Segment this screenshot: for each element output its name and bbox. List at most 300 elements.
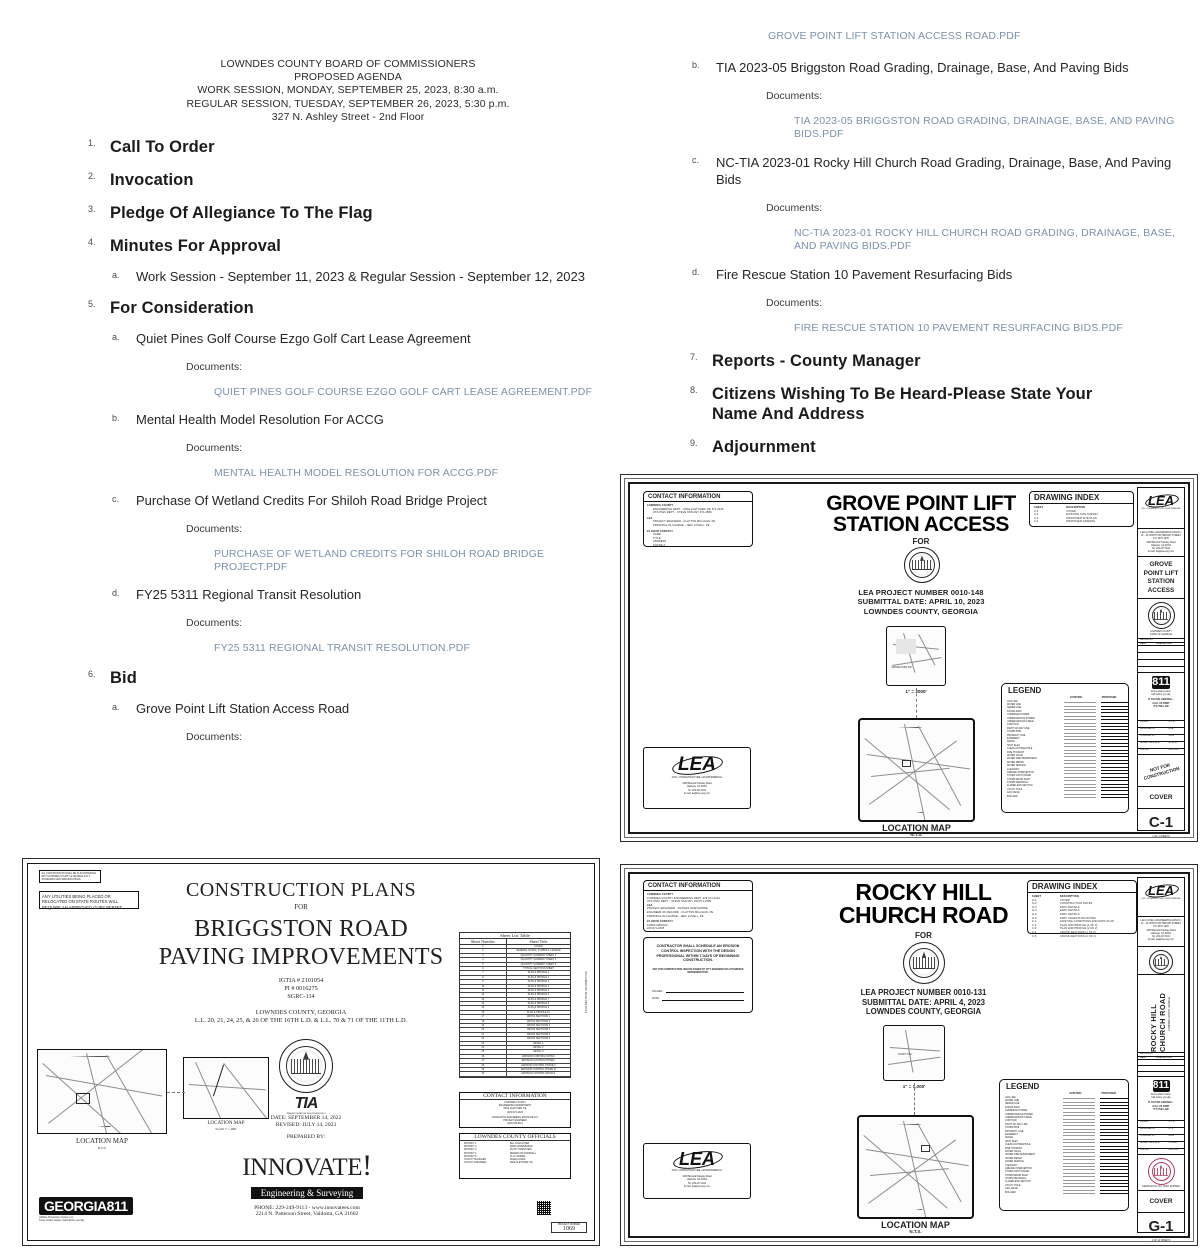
call811-line: Call before you dig. [1151,1097,1171,1100]
legend-row-label: OVERHEAD POWER [1005,1110,1028,1113]
legend-row-label: WATER FIRE DEPARTMENT [1007,758,1038,761]
legend-row-label: EASEMENT [1005,1133,1018,1136]
index-sheet: C-5 [1032,934,1037,938]
agenda-item-list-continued [690,59,1190,457]
meta-label: SUBMITTAL DATE: [1140,742,1160,744]
legend-col-proposed: PROPOSED [1101,1092,1117,1095]
legend-row-label: WATER METER [1007,761,1024,764]
agenda-item [88,668,608,743]
legend-col-proposed: PROPOSED [1101,696,1117,699]
document-link[interactable]: FIRE RESCUE STATION 10 PAVEMENT RESURFACING BIDS.PDF [794,322,1123,334]
legend-symbol-existing [1063,1190,1096,1191]
lea-address-line: Tel: 229.247.3021 [1151,548,1171,551]
lea-logo-box [643,747,751,809]
lea-address-line: Tel: 229.247.3021 [687,789,707,792]
sheet-title-cell: QUANTITY SUMMARY SHEET 3 [520,962,557,966]
official-role: DISTRICT 2 [464,1146,477,1149]
agenda-subitem [110,411,608,480]
sheet-title-line1: ROCKY HILL [855,879,992,905]
sheet-number-cell: 28 [460,1064,507,1067]
legend-symbol-proposed [1101,743,1128,744]
official-name: MIKE FLETCHER, PE [509,1162,533,1165]
revisions-label: REVISIONS [1140,639,1153,641]
legend-row-label: FORCE MAIN [1007,710,1022,713]
sheet-title-line2: STATION ACCESS [832,513,1010,536]
legend-symbol-proposed [1100,1108,1128,1109]
map-connector [914,1083,915,1115]
agenda-subitem-title: Fire Rescue Station 10 Pavement Resurfacing Bids [716,267,1013,282]
lea-address-line: 1608 Barrack Parkway Road [1146,541,1176,544]
sheet-list-row [460,1072,570,1076]
sheet-number-cell: 8 [460,976,507,979]
submittal-date: SUBMITTAL DATE: APRIL 10, 2023 [857,597,985,607]
legend-row-label: SEWER LINE [1005,1103,1020,1106]
legend-symbol-existing [1064,777,1096,778]
legend-symbol-proposed [1100,1139,1128,1140]
county-seal [903,942,945,984]
legend-row-label: WATER FIRE DEPARTMENT [1005,1154,1036,1157]
document-link[interactable]: FY25 5311 REGIONAL TRANSIT RESOLUTION.PDF [214,642,471,655]
document-link[interactable]: NC-TIA 2023-01 ROCKY HILL CHURCH ROAD GRADING, DRAINAGE, BASE, AND PAVING BIDS.PDF [794,227,1175,252]
agenda-subitem [110,268,608,285]
sheet-title-cell: PLAN & PROFILE 6 [527,993,550,997]
agenda-item [690,437,1190,457]
sheet-number-cell: 24 [460,1046,507,1049]
call811-line: IT'S THE LAW [1153,1108,1169,1111]
lea-logo [1143,883,1179,898]
contact-line: ENGINEERING DEPT. - MIKE FLETCHER, PE 671-2425 [653,507,724,511]
project-id: PI # 0016275 [284,985,318,992]
official-name: DEMARCUS MARSHALL [509,1152,537,1155]
drawing-index-title: DRAWING INDEX [1030,492,1133,504]
legend-row-label: FIRE HYDRANT [1007,751,1025,754]
legend-symbol-proposed [1101,790,1128,791]
contact-line: LOWNDES COUNTY [647,893,674,896]
legend-symbol-proposed [1100,1125,1128,1126]
legend-row-label: UTILITY POLE [1007,788,1023,791]
index-desc: ESPC VEGETATION NOTES [1060,916,1096,920]
legend-symbol-proposed [1100,1142,1128,1143]
contact-line: UTILITIES DEPT. - STEVE STALVEY 671-2589 [653,511,712,515]
legend-symbol-existing [1063,1122,1096,1123]
project-title-line2: PAVING IMPROVEMENTS [158,944,444,970]
legend-row-label: STORM CATCH BASIN [1005,1171,1030,1174]
legend-symbol-proposed [1101,750,1128,751]
county-seal [1148,602,1175,629]
agenda-subitem-title: Grove Point Lift Station Access Road [136,701,350,717]
sheet-number: G-1 [1148,1217,1174,1235]
legend-row-label: EASEMENT [1007,737,1020,740]
agenda-item [690,351,1190,371]
sheet-number-cell: 25 [460,1050,507,1053]
project-name-line: GROVE [1149,561,1173,568]
agenda-item-title: Minutes For Approval [110,237,281,256]
sheet-title-cell: PLAN & PROFILE 3 [527,980,550,984]
project-number-box [551,1222,587,1233]
contact-line: PRINCIPAL-IN-CHARGE - JEFF LOVELL, PE [653,523,710,527]
official-role: DISTRICT 4 [464,1152,477,1155]
legend-symbol-existing [1064,729,1096,730]
legend-symbol-existing [1064,756,1096,757]
index-desc: EXISTING CONDITIONS AND ESPC PLAN [1060,920,1114,924]
sheet-number-cell: 19 [460,1024,507,1027]
lea-address-line: E-mail: lea@lea-eng.com [1148,939,1174,942]
legend-symbol-proposed [1101,784,1128,785]
lea-address-line: E-mail: lea@lea-eng.com [684,1185,710,1188]
innovate-subtitle: Engineering & Surveying [251,1187,363,1199]
sheet-title-cell: DETAIL 3 [533,1050,544,1054]
legend-row-label: STORM PIPE [1005,1127,1020,1130]
legend-symbol-existing [1064,702,1096,703]
sheet-title-cell: EROSION CONTROL PHASE III [521,1067,556,1071]
legend-row-label: CONTOUR [1007,724,1019,727]
title-block-seal [1138,947,1184,975]
lea-address-line: Valdosta, GA 31601 [1150,932,1172,935]
gups-note-box [39,891,139,909]
legend-row-label: GAS VALVE [1005,1188,1018,1191]
agenda-item-number: 3. [88,204,96,215]
index-desc: PLAN AND PROFILE (1 OF 2) [1060,923,1098,927]
contact-line: 24 HOUR CONTACT [647,529,673,533]
legend-symbol-existing [1064,712,1096,713]
inset-location-map [183,1057,269,1119]
legend-symbol-proposed [1100,1102,1128,1103]
legend-symbol-proposed [1101,794,1128,795]
drawing-index-box [1029,491,1134,527]
legend-symbol-existing [1064,767,1096,768]
call811-line: CALL US FIRST [1152,702,1170,705]
legend-symbol-proposed [1100,1132,1128,1133]
lea-logo [670,1149,724,1170]
document-link[interactable]: TIA 2023-05 BRIGGSTON ROAD GRADING, DRAINAGE, BASE, AND PAVING BIDS.PDF [794,115,1175,140]
legend-row-label: UTILITY POLE [1005,1184,1021,1187]
sheet-list-rows [460,945,570,1077]
plan-sheet-grove-point[interactable] [620,474,1198,842]
legend-symbol-existing [1063,1119,1096,1120]
sheet-title-cell: TYPICAL SECTIONS SHEET [522,966,555,970]
sheet-of: 1 OF 4 SHEETS [1152,835,1170,838]
drawing-index-title: DRAWING INDEX [1028,881,1136,893]
project-number: LEA PROJECT NUMBER 0010-148 [858,588,984,597]
legend-symbol-proposed [1100,1180,1128,1181]
legend-row-label: STORM PIPE [1007,731,1022,734]
agenda-item-list [88,137,608,743]
agenda-item-number: 9. [690,438,698,448]
contact-line: (229) 671-2425 [507,1111,523,1114]
legend-row-label: STORM HEADWALL [1007,782,1029,785]
gups-note-text: ANY UTILITIES BEING PLACED OR RELOCATED ON STATE ROUTES WILL REQUIRE AN APPROVED GUPS PERMIT. [42,894,123,910]
legend-symbol-existing [1064,763,1096,764]
lea-address-line: P.O. BOX 1625 [1153,538,1169,541]
innovate-address: 2214 N. Patterson Street, Valdosta, GA 31602 [255,1211,359,1217]
meta-label: DESIGNED BY: [1140,728,1157,730]
sheet-number-cell: 17 [460,1015,507,1018]
sheet-number-cell: 30 [460,1072,507,1075]
title-block-call811 [1138,1077,1184,1121]
legend-row-label: UNDERGROUND POWER [1005,1113,1033,1116]
county-officials-title: LOWNDES COUNTY OFFICIALS [460,1134,570,1141]
plan-sheet-briggston-road[interactable] [22,858,600,1246]
legend-symbol-existing [1063,1098,1096,1099]
sheet-number-cell: 1 [460,945,507,948]
legend-symbol-existing [1063,1115,1096,1116]
legend-symbol-existing [1064,750,1096,751]
sheet-title-cell: CROSS SECTIONS 2 [526,1019,551,1023]
sheet-number-cell: 22 [460,1037,507,1040]
legend-row-label: FIRE HYDRANT [1005,1147,1023,1150]
official-name: PAIGE DUKES [509,1159,526,1162]
agenda-item-title: Invocation [110,171,194,190]
legend-symbol-existing [1064,753,1096,754]
index-desc: PROPOSED SITE PLAN [1066,516,1097,520]
agenda-item [88,170,608,190]
agenda-subitem-title: FY25 5311 Regional Transit Resolution [136,587,362,603]
agenda-subitem [110,586,608,655]
sheet-number-cell: 27 [460,1059,507,1062]
land-lots: L.L. 20, 21, 24, 25, & 26 OF THE 16TH L.D. & L.L. 70 & 71 OF THE 11TH L.D. [194,1017,408,1025]
document-link[interactable]: PURCHASE OF WETLAND CREDITS FOR SHILOH ROAD BRIDGE PROJECT.PDF [214,548,545,574]
agenda-subitem [690,266,1190,335]
call811-line: CALL US FIRST [1152,1105,1170,1108]
official-role: COUNTY ENGINEER [464,1162,487,1165]
legend-symbol-existing [1064,760,1096,761]
lea-address-line: E-mail: lea@lea-eng.com [1148,551,1174,554]
sheet-number-cell: 3 [460,954,507,957]
legend-symbol-proposed [1101,712,1128,713]
agenda-item [88,236,608,285]
legend-symbol-proposed [1101,733,1128,734]
lea-address-line: Tel: 229.247.3021 [1151,936,1171,939]
legend-row-label: GAS LINE [1007,700,1018,703]
contact-line: NAME [653,533,661,537]
agenda-item-number: 4. [88,237,96,248]
agenda-header-line: 327 N. Ashley Street - 2nd Floor [271,110,425,123]
legend-row-label: CONTOUR [1005,1120,1017,1123]
project-title [126,915,476,971]
legend-symbol-existing [1064,736,1096,737]
meta-value: CTS [1168,1128,1174,1130]
title-block-address [1138,917,1184,947]
lea-tagline: CIVIL • INFRASTRUCTURE • ENVIRONMENTAL [671,777,723,779]
title-block-stamp [1138,755,1184,787]
agenda-subitem-title: Quiet Pines Golf Course Ezgo Golf Cart Lease Agreement [136,331,471,347]
legend-symbol-existing [1063,1125,1096,1126]
contact-line: (229) 249-9113 [507,1123,523,1126]
legend-row-label: STORM DRAIN INLET [1007,778,1031,781]
sheet-title-cell: QUANTITY SUMMARY SHEET 1 [520,953,557,957]
contact-line: ENGINEER-OF-RECORD - CLAYTON MILLIGAN, PE [647,910,714,914]
documents-label: Documents: [766,202,823,214]
sheet-title-cell: EROSION CONTROL PHASE II [521,1063,556,1067]
tia-sub: TRANSPORTATION INVESTMENT ACT [286,1113,326,1115]
contact-line: PROJECT ENGINEER - CLAYTON MILLIGAN, PE [653,520,716,524]
contact-information-box [459,1092,571,1128]
sheet-label: COVER [1138,1191,1184,1213]
agenda-subitem-number: c. [692,155,700,165]
meta-value: 0010-148 [1168,749,1179,751]
legend-row-label: OVERHEAD POWER [1007,714,1030,717]
county-officials-box [459,1133,571,1179]
for-label: FOR [294,903,308,911]
sheet-number-cell: 9 [460,980,507,983]
revisions-head-date: DATE [1140,643,1146,646]
call811-icon: 811 [1152,676,1170,688]
agenda-item-title: Reports - County Manager [712,352,921,370]
legend-symbol-existing [1063,1176,1096,1177]
contact-line: LEA [647,516,653,520]
legend-row-label: SPOT ELEV. [1007,744,1021,747]
sheet-number-cell: 16 [460,1011,507,1014]
sheet-number-cell: 18 [460,1020,507,1023]
title-block [1137,877,1185,1242]
location-map-subtitle: N.T.S. [910,832,923,837]
agenda-subitem-title: NC-TIA 2023-01 Rocky Hill Church Road Grading, Drainage, Base, And Paving Bids [716,155,1172,187]
sheet-number-cell: 29 [460,1068,507,1071]
contact-information-box [643,880,753,932]
sheet-number-cell: 11 [460,989,507,992]
official-name: MARK WISENBAKER [509,1146,533,1149]
sheet-label: COVER [1138,787,1184,809]
contact-information-title: CONTACT INFORMATION [460,1093,570,1100]
agenda-subitem [690,59,1190,141]
legend-symbol-existing [1064,746,1096,747]
legend-row-label: BOLLARD [1005,1191,1016,1194]
legend-row [1000,1191,1128,1194]
document-link[interactable]: MENTAL HEALTH MODEL RESOLUTION FOR ACCG.PDF [214,467,499,480]
legend-row-label: WATER VALVE [1007,754,1023,757]
legend-row-label: RIGHT-OF-WAY LINE [1007,727,1030,730]
legend-symbol-proposed [1100,1186,1128,1187]
contact-line: PROJECT ENGINEER - THOMAS HAWTHORNE [647,907,708,911]
sheet-title-cell: COVER [534,945,543,948]
lea-logo-text: LEA [1148,883,1174,898]
lea-logo-text: LEA [678,754,716,775]
meta-value: 04.10.23 [1168,742,1178,744]
project-name-line: ACCESS [1147,586,1175,594]
legend-symbol-existing [1063,1132,1096,1133]
legend-row-label: BOLLARD [1007,795,1018,798]
legend-symbol-proposed [1100,1122,1128,1123]
legend-col-existing: EXISTING [1069,1092,1082,1095]
legend-symbol-existing [1064,743,1096,744]
legend-row-label: CLEANOUT [1007,768,1020,771]
contact-line: LOWNDES COUNTY [647,504,674,507]
sheet-title-cell: CROSS SECTIONS 3 [526,1024,551,1028]
legend-symbol-proposed [1100,1152,1128,1153]
agenda-item-number: 8. [690,385,698,395]
sheet-title [781,493,1061,535]
sheet-number-cell: 23 [460,1042,507,1045]
legend-row-label: WATER LINE [1005,1100,1019,1103]
county-name: LOWNDES COUNTY, GEORGIA [863,606,979,616]
lea-address-line: Valdosta, GA 31601 [686,1179,708,1182]
index-desc: COVER [1066,509,1077,513]
agenda-left-column [88,58,608,743]
official-name: BILL SLAUGHTER [509,1143,530,1145]
document-link[interactable]: GROVE POINT LIFT STATION ACCESS ROAD.PDF [768,30,1021,42]
meta-label: JOB NO. [1140,1149,1150,1151]
agenda-item-number: 7. [690,352,698,362]
map-connector [916,688,917,718]
agenda-header-line: PROPOSED AGENDA [294,71,402,84]
legend-row-label: CLEAN-OUT/MANHOLE [1007,748,1033,751]
inset-map-scale: 1" = 1,000' [902,1084,926,1089]
legend-symbol-existing [1063,1159,1096,1160]
sheet-edge-note: PLAN REVISION INFORMATION [585,971,588,1013]
legend-symbol-existing [1064,780,1096,781]
title-block-revisions [1138,1053,1184,1077]
legend-symbol-proposed [1101,706,1128,707]
legend-symbol-proposed [1101,702,1128,703]
agenda-item [88,203,608,223]
legend-symbol-proposed [1100,1169,1128,1170]
legend-row-label: STORM DRAIN INLET [1005,1174,1029,1177]
legend-symbol-proposed [1100,1115,1128,1116]
title-block-project-name [1138,975,1184,1053]
index-sheet: G-6 [1032,916,1037,920]
official-role: COUNTY MANAGER [464,1159,486,1162]
legend-symbol-proposed [1100,1129,1128,1130]
title-block-project-name [1138,557,1184,599]
legend-row-label: FLARED END SECTION [1007,785,1033,788]
georgia811-logo-group [39,1197,133,1222]
agenda-subitem [110,330,608,399]
sheet-title-cell: CROSS SECTIONS 1 [526,1015,551,1019]
legend-symbol-existing [1063,1105,1096,1106]
legend-symbol-proposed [1101,763,1128,764]
contact-line: 229-671-2525 [647,927,665,931]
sheet-title-cell: PLAN & PROFILE 5 [527,988,550,992]
erosion-note-text-2: NOT FOR CONSTRUCTION UNLESS SIGNED BY CITY ENGINEER OR AUTHORIZED REPRESENTATIVE. [652,969,744,975]
location-map-title: LOCATION MAP [881,1220,950,1230]
legend-symbol-proposed [1100,1146,1128,1147]
meta-value: MCM [1168,735,1175,737]
sheet-list-title: Sheet List Table [460,933,570,939]
document-link[interactable]: QUIET PINES GOLF COURSE EZGO GOLF CART LEASE AGREEMENT.PDF [214,386,593,399]
legend-symbol-existing [1064,723,1096,724]
sheet-number-cell: 20 [460,1028,507,1031]
legend-row-label: GAS LINE [1005,1096,1016,1099]
legend-row-label: PROPERTY LINE [1007,734,1026,737]
sheet-title-cell: PLAN & PROFILE 8 [527,1002,550,1006]
legend-row-label: UNDERGROUND CABLE [1007,721,1034,724]
index-sheet: C-3 [1034,516,1039,520]
agenda-subitem-number: a. [112,702,120,713]
legend-symbol-proposed [1100,1135,1128,1136]
agenda-item-number: 2. [88,171,96,182]
location-map-title: LOCATION MAP [76,1137,128,1145]
for-label: FOR [915,931,932,940]
index-sheet: G-4 [1032,909,1037,913]
contact-line: PHONE # [653,543,666,547]
sheet-title-cell: PLAN & PROFILE 1 [527,971,550,975]
legend-title: LEGEND [1006,1082,1040,1091]
agenda-subitem-list [110,268,608,285]
legend-symbol-existing [1064,709,1096,710]
agenda-item [88,137,608,157]
legend-symbol-proposed [1101,773,1128,774]
erosion-control-note-box [643,937,753,1013]
legend-symbol-proposed [1101,760,1128,761]
legend-symbol-proposed [1100,1193,1128,1194]
index-desc: ESPC DETAILS [1060,912,1080,916]
county-seal [279,1039,333,1093]
project-sub-vertical: LOWNDES COUNTY, GEORGIA [1169,996,1172,1031]
legend-col-existing: EXISTING [1070,696,1083,699]
innovate-logo-text: INNOVATE [242,1154,363,1181]
lea-address-line: 1608 Barrack Parkway Road [682,1176,712,1179]
plan-sheet-rocky-hill[interactable] [620,864,1198,1246]
